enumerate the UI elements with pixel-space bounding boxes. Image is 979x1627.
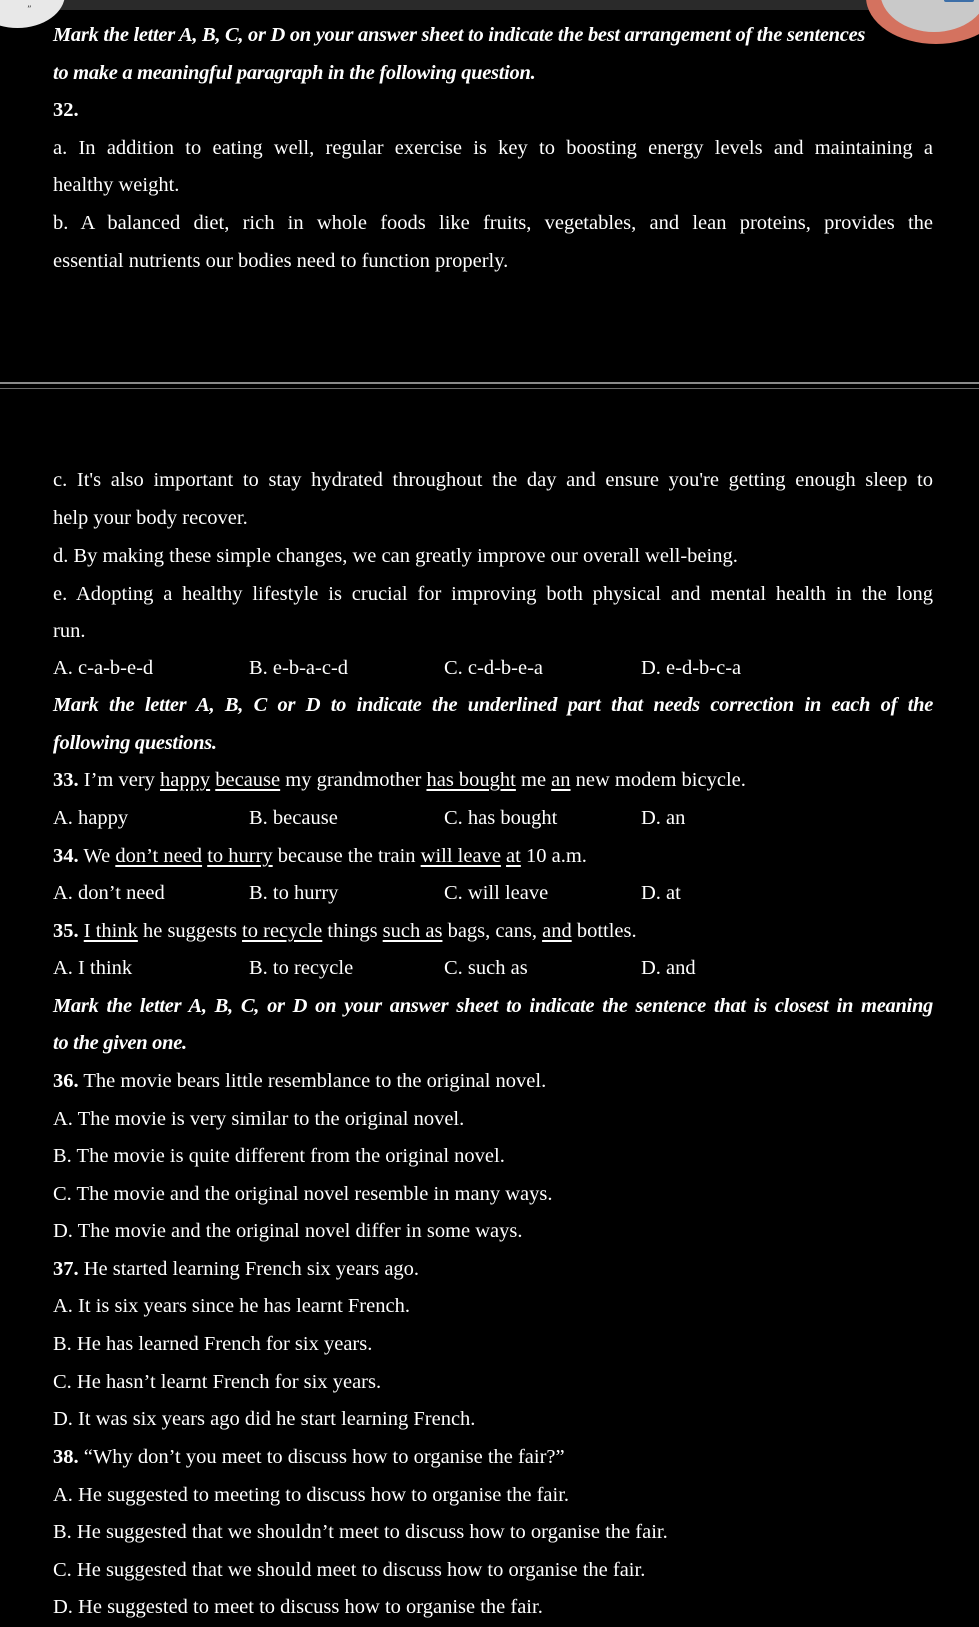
- option-c[interactable]: C. He hasn’t learnt French for six years.: [53, 1371, 382, 1393]
- underlined-part-c: such as: [382, 920, 443, 942]
- option-b[interactable]: B. He suggested that we shouldn’t meet to discuss how to organise the fair.: [53, 1521, 668, 1543]
- question-33-stem: [53, 767, 933, 793]
- option-a[interactable]: A. He suggested to meeting to discuss how to organise the fair.: [53, 1484, 570, 1506]
- underlined-part-a: don’t need: [115, 845, 203, 867]
- top-bar: [0, 0, 979, 10]
- instruction-2-line-1: Mark the letter A, B, C or D to indicate the underlined part that needs correction in each of the: [53, 694, 933, 716]
- option-c[interactable]: C. The movie and the original novel resemble in many ways.: [53, 1183, 553, 1205]
- page-divider: [0, 382, 979, 384]
- option-a[interactable]: A. happy: [53, 807, 129, 829]
- option-d[interactable]: D. It was six years ago did he start learning French.: [53, 1408, 476, 1430]
- question-34-options: [53, 880, 933, 906]
- question-32-number: 32.: [53, 99, 79, 121]
- instruction-2-line-2: following questions.: [53, 732, 217, 754]
- question-33-options: [53, 805, 933, 831]
- underlined-part-b: to recycle: [242, 920, 323, 942]
- question-35-options: [53, 955, 933, 981]
- option-d[interactable]: D. at: [641, 882, 681, 904]
- option-b[interactable]: B. to hurry: [249, 882, 339, 904]
- sentence-e-line-2: run.: [53, 620, 86, 642]
- sentence-c-line-1: c. It's also important to stay hydrated throughout the day and ensure you're getting enough sleep to: [53, 469, 933, 491]
- stem-text: me: [515, 769, 552, 791]
- page-divider-shadow: [0, 388, 979, 389]
- option-c[interactable]: C. He suggested that we should meet to discuss how to organise the fair.: [53, 1559, 646, 1581]
- stem-text: new modem bicycle.: [570, 769, 746, 791]
- option-a[interactable]: A. The movie is very similar to the original novel.: [53, 1108, 465, 1130]
- underlined-part-c: will leave: [420, 845, 501, 867]
- option-c[interactable]: C. c-d-b-e-a: [444, 657, 544, 679]
- option-d[interactable]: D. and: [641, 957, 696, 979]
- option-b[interactable]: B. because: [249, 807, 338, 829]
- stem-text: because the train: [272, 845, 421, 867]
- instruction-3-line-2: to the given one.: [53, 1032, 187, 1054]
- sentence-b-line-1: b. A balanced diet, rich in whole foods like fruits, vegetables, and lean proteins, provides the: [53, 212, 933, 234]
- question-33-number: 33.: [53, 769, 79, 791]
- underlined-part-a: happy: [160, 769, 211, 791]
- stem-text: The movie bears little resemblance to the original novel.: [83, 1070, 547, 1092]
- quote-mark-icon: ”: [27, 5, 32, 15]
- option-b[interactable]: B. The movie is quite different from the original novel.: [53, 1145, 505, 1167]
- option-d[interactable]: D. e-d-b-c-a: [641, 657, 742, 679]
- question-34-stem: [53, 843, 933, 869]
- sentence-d: d. By making these simple changes, we can greatly improve our overall well-being.: [53, 545, 738, 567]
- option-a[interactable]: A. It is six years since he has learnt French.: [53, 1295, 410, 1317]
- question-37-stem: [53, 1256, 933, 1282]
- stem-text: I’m very: [83, 769, 161, 791]
- instruction-1-line-1: Mark the letter A, B, C, or D on your answer sheet to indicate the best arrangement of the sentences: [53, 24, 866, 46]
- question-32-options: [53, 655, 933, 681]
- sentence-e-line-1: e. Adopting a healthy lifestyle is crucial for improving both physical and mental health in the long: [53, 583, 933, 605]
- sentence-a-line-1: a. In addition to eating well, regular exercise is key to boosting energy levels and maintaining a: [53, 137, 933, 159]
- badge-icon: [944, 0, 974, 2]
- question-36-stem: [53, 1068, 933, 1094]
- question-37-number: 37.: [53, 1258, 79, 1280]
- question-38-stem: [53, 1444, 933, 1470]
- stem-text: “Why don’t you meet to discuss how to organise the fair?”: [83, 1446, 565, 1468]
- stem-text: 10 a.m.: [520, 845, 587, 867]
- underlined-part-d: an: [551, 769, 571, 791]
- underlined-part-a: I think: [83, 920, 138, 942]
- stem-text: He started learning French six years ago.: [83, 1258, 420, 1280]
- option-b[interactable]: B. to recycle: [249, 957, 354, 979]
- instruction-1-line-2: to make a meaningful paragraph in the following question.: [53, 62, 536, 84]
- underlined-part-d: at: [506, 845, 521, 867]
- underlined-part-b: to hurry: [207, 845, 273, 867]
- option-c[interactable]: C. has bought: [444, 807, 558, 829]
- question-35-number: 35.: [53, 920, 79, 942]
- option-a[interactable]: A. I think: [53, 957, 133, 979]
- option-b[interactable]: B. e-b-a-c-d: [249, 657, 349, 679]
- instruction-3-line-1: Mark the letter A, B, C, or D on your answer sheet to indicate the sentence that is closest in meaning: [53, 995, 933, 1017]
- question-36-number: 36.: [53, 1070, 79, 1092]
- option-c[interactable]: C. such as: [444, 957, 528, 979]
- question-34-number: 34.: [53, 845, 79, 867]
- option-a[interactable]: A. c-a-b-e-d: [53, 657, 154, 679]
- stem-text: bottles.: [571, 920, 637, 942]
- underlined-part-d: and: [542, 920, 572, 942]
- sentence-b-line-2: essential nutrients our bodies need to function properly.: [53, 250, 509, 272]
- stem-text: bags, cans,: [442, 920, 543, 942]
- underlined-part-b: because: [215, 769, 281, 791]
- stem-text: my grandmother: [280, 769, 427, 791]
- option-c[interactable]: C. will leave: [444, 882, 549, 904]
- option-d[interactable]: D. He suggested to meet to discuss how to organise the fair.: [53, 1596, 543, 1618]
- option-b[interactable]: B. He has learned French for six years.: [53, 1333, 373, 1355]
- option-d[interactable]: D. an: [641, 807, 686, 829]
- option-d[interactable]: D. The movie and the original novel differ in some ways.: [53, 1220, 523, 1242]
- underlined-part-c: has bought: [426, 769, 516, 791]
- stem-text: We: [83, 845, 116, 867]
- stem-text: things: [322, 920, 383, 942]
- stem-text: he suggests: [137, 920, 243, 942]
- option-a[interactable]: A. don’t need: [53, 882, 165, 904]
- sentence-a-line-2: healthy weight.: [53, 174, 180, 196]
- question-35-stem: [53, 918, 933, 944]
- sentence-c-line-2: help your body recover.: [53, 507, 248, 529]
- question-38-number: 38.: [53, 1446, 79, 1468]
